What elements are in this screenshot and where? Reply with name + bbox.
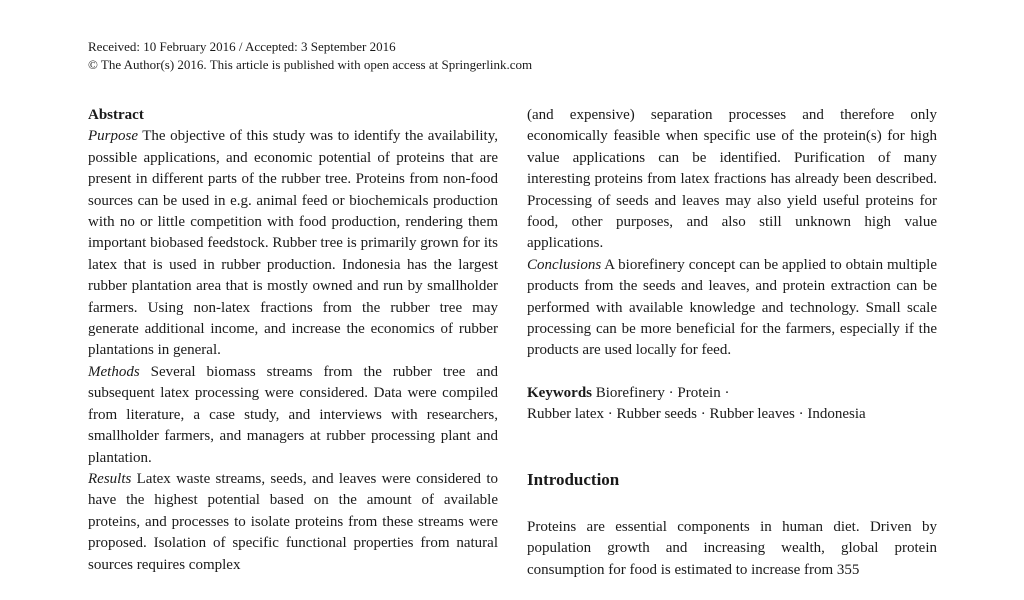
results-paragraph: [88, 469, 498, 576]
abstract-heading: Abstract: [88, 107, 144, 123]
keywords-first: Biorefinery · Protein ·: [595, 384, 730, 401]
conclusions-paragraph: [527, 255, 937, 362]
keywords-line-2: Rubber latex · Rubber seeds · Rubber leaves · Indonesia: [527, 406, 866, 423]
received-accepted-dates: Received: 10 February 2016 / Accepted: 3 September 2016: [88, 39, 396, 54]
results-text-left: Latex waste streams, seeds, and leaves were considered to have the highest potential based on the amount of available proteins, and processes to isolate proteins from these streams were proposed. Isolation of specific functional properties from natural sources requires complex: [88, 470, 499, 573]
methods-paragraph: [88, 362, 498, 469]
copyright-notice: © The Author(s) 2016. This article is published with open access at Springerlink.com: [88, 57, 533, 72]
results-label: Results: [88, 470, 132, 487]
right-column: [527, 105, 937, 581]
keywords-line-1: [527, 383, 937, 404]
keywords-label: Keywords: [527, 384, 592, 401]
left-column: [88, 105, 498, 576]
purpose-paragraph: [88, 126, 498, 361]
purpose-label: Purpose: [88, 128, 138, 145]
methods-label: Methods: [88, 363, 140, 380]
methods-text: Several biomass streams from the rubber tree and subsequent latex processing were considered. Data were compiled from literature, a case study, and interviews with researchers, smallholder farmers, and managers at rubber processing plant and plantation.: [88, 363, 499, 466]
purpose-text: The objective of this study was to identify the availability, possible applications, and economic potential of proteins that are present in different parts of the rubber tree. Proteins from non-food sources can be used in e.g. animal feed or biochemicals production with no or little competition with food production, rendering them important biobased feedstock. Rubber tree is primarily grown for its latex that is used in rubber production. Indonesia has the largest rubber plantation area that is mostly owned and run by smallholder farmers. Using non-latex fractions from the rubber tree may generate additional income, and increase the economics of rubber plantations in general.: [88, 128, 499, 359]
results-continuation: (and expensive) separation processes and therefore only economically feasible when specific use of the protein(s) for high value applications can be identified. Purification of many interesting proteins from latex fractions has already been described. Processing of seeds and leaves may also yield useful proteins for food, other purposes, and also still unknown high value applications.: [527, 107, 937, 252]
conclusions-text: A biorefinery concept can be applied to obtain multiple products from the seeds and leaves, and protein extraction can be performed with available knowledge and technology. Small scale processing can be more beneficial for the farmers, especially if the products are used locally for feed.: [527, 256, 937, 359]
introduction-paragraph: Proteins are essential components in human diet. Driven by population growth and increasing wealth, global protein consumption for food is estimated to increase from 355: [527, 518, 937, 578]
article-header: [88, 38, 532, 74]
keywords-block: [527, 383, 937, 426]
conclusions-label: Conclusions: [527, 256, 602, 273]
introduction-heading: Introduction: [527, 469, 620, 489]
